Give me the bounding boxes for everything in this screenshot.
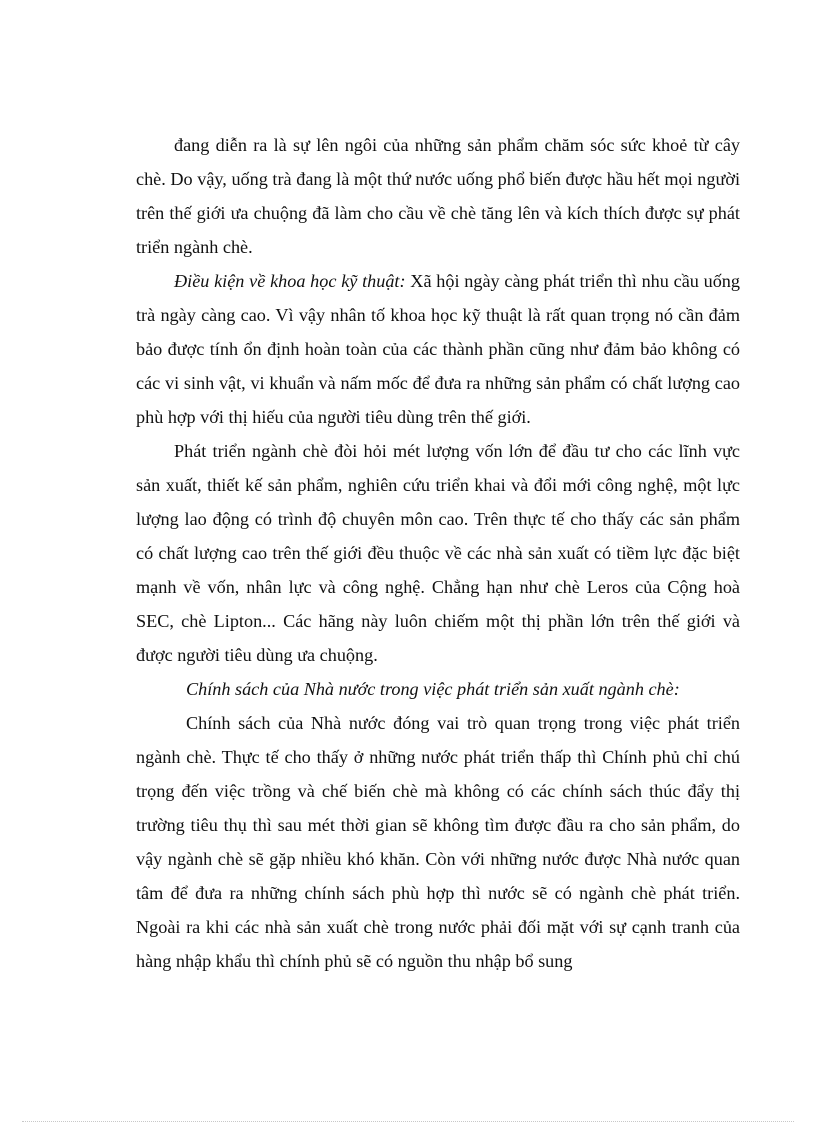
paragraph-state-policy: Chính sách của Nhà nước đóng vai trò quan trọng trong việc phát triển ngành chè. Thực tế cho thấy ở những nước phát triển thấp thì Chính phủ chỉ chú trọng đến việc trồng và chế biến chè mà không có các chính sách thúc đẩy thị trường tiêu thụ thì sau mét thời gian sẽ không tìm được đầu ra cho sản phẩm, do vậy ngành chè sẽ gặp nhiều khó khăn. Còn với những nước được Nhà nước quan tâm để đưa ra những chính sách phù hợp thì nước sẽ có ngành chè phát triển. Ngoài ra khi các nhà sản xuất chè trong nước phải đối mặt với sự cạnh tranh của hàng nhập khẩu thì chính phủ sẽ có nguồn thu nhập bổ sung bbox=[136, 713, 740, 971]
paragraph-body: đang diễn ra là sự lên ngôi của những sản phẩm chăm sóc sức khoẻ từ cây chè. Do vậy, uống trà đang là một thứ nước uống phổ biến được hầu hết mọi người trên thế giới ưa chuộng đã làm cho cầu về chè tăng lên và kích thích được sự phát triển ngành chè. bbox=[136, 135, 740, 257]
page-bottom-divider bbox=[22, 1121, 794, 1122]
section-heading: Chính sách của Nhà nước trong việc phát triển sản xuất ngành chè: bbox=[186, 679, 680, 699]
paragraph-capital bbox=[136, 434, 740, 672]
document-page bbox=[136, 128, 740, 978]
paragraph-lead: Điều kiện về khoa học kỹ thuật: bbox=[174, 271, 406, 291]
paragraph-body: Phát triển ngành chè đòi hỏi mét lượng vốn lớn để đầu tư cho các lĩnh vực sản xuất, thiết kế sản phẩm, nghiên cứu triển khai và đổi mới công nghệ, một lực lượng lao động có trình độ chuyên môn cao. Trên thực tế cho thấy các sản phẩm có chất lượng cao trên thế giới đều thuộc về các nhà sản xuất có tiềm lực đặc biệt mạnh về vốn, nhân lực và công nghệ. Chẳng hạn như chè Leros của Cộng hoà SEC, chè Lipton... Các hãng này luôn chiếm một thị phần lớn trên thế giới và được người tiêu dùng ưa chuộng. bbox=[136, 441, 740, 665]
paragraph-body: Xã hội ngày càng phát triển thì nhu cầu uống trà ngày càng cao. Vì vậy nhân tố khoa học kỹ thuật là rất quan trọng nó cần đảm bảo được tính ổn định hoàn toàn của các thành phần cũng như đảm bảo không có các vi sinh vật, vi khuẩn và nấm mốc để đưa ra những sản phẩm có chất lượng cao phù hợp với thị hiếu của người tiêu dùng trên thế giới. bbox=[136, 271, 740, 427]
paragraph-science-technology bbox=[136, 264, 740, 434]
paragraph-health-products bbox=[136, 128, 740, 264]
